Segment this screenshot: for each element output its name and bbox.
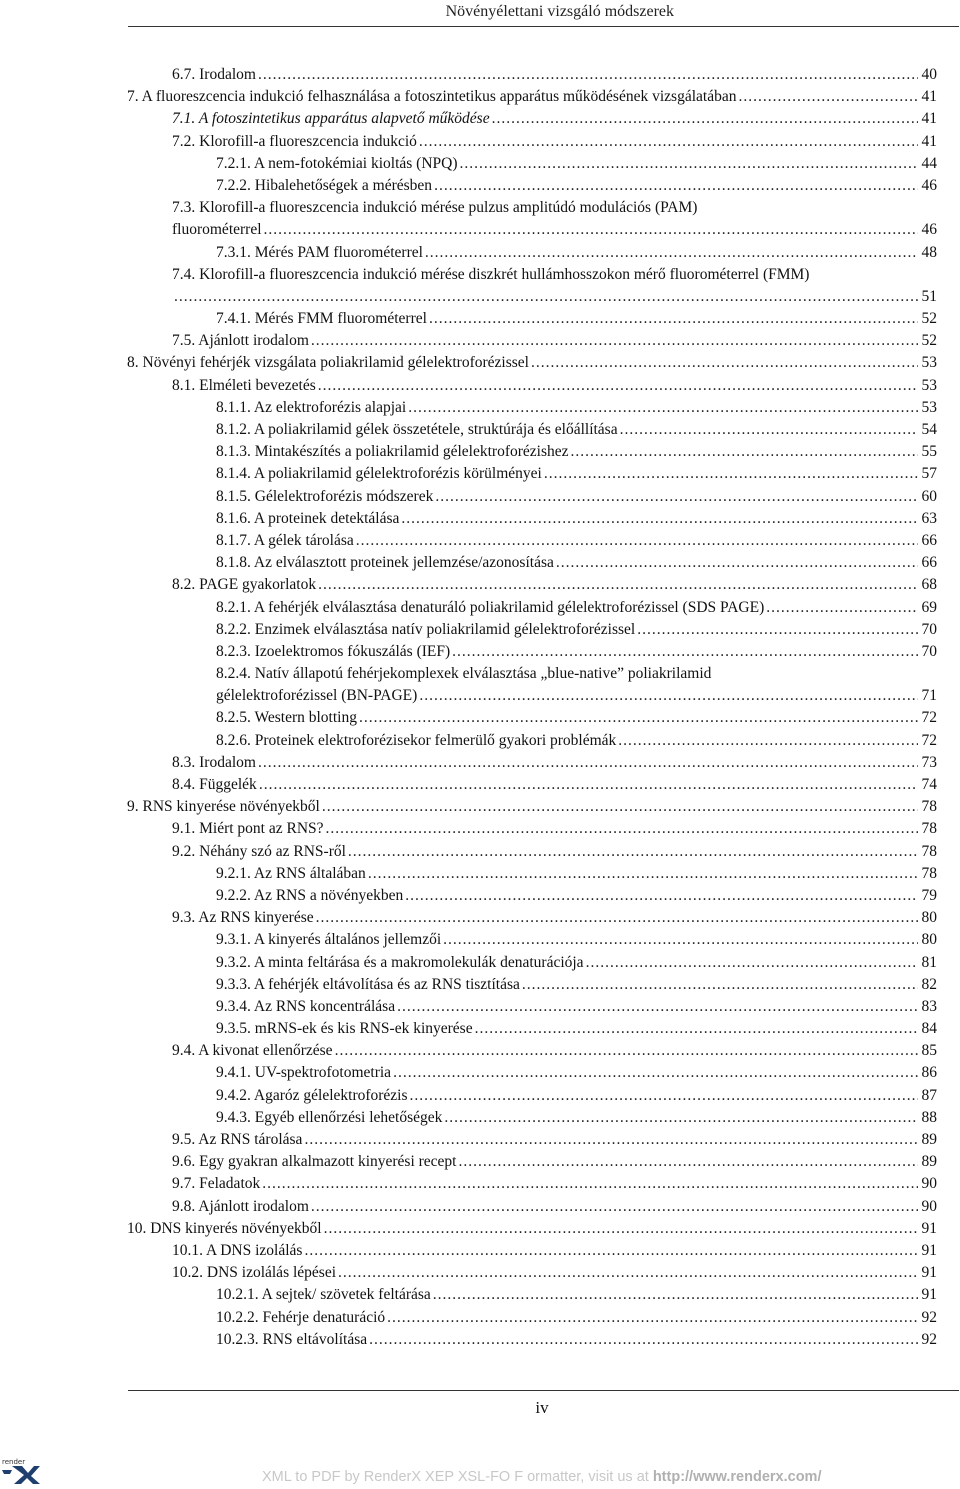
toc-entry[interactable] — [0, 397, 960, 419]
toc-entry[interactable] — [0, 463, 960, 485]
toc-leader-dots — [434, 175, 918, 197]
toc-entry-page: 78 — [921, 842, 937, 860]
toc-leader-dots — [408, 397, 918, 419]
toc-entry-title: 8.2.5. Western blotting — [216, 709, 357, 727]
toc-entry-line — [216, 153, 937, 175]
toc-entry[interactable] — [0, 530, 960, 552]
toc-entry-page: 84 — [921, 1020, 937, 1038]
toc-entry-page: 53 — [921, 354, 937, 372]
toc-entry-page: 44 — [921, 154, 937, 172]
toc-leader-dots — [338, 1262, 918, 1284]
watermark-link[interactable]: http://www.renderx.com/ — [652, 1469, 822, 1485]
toc-entry-page: 41 — [921, 110, 937, 128]
toc-entry-line — [172, 375, 937, 397]
toc-leader-dots — [738, 86, 918, 108]
toc-entry-line — [172, 818, 937, 840]
toc-leader-dots — [429, 308, 918, 330]
toc-entry-title: 9.3.3. A fehérjék eltávolítása és az RNS tisztítása — [216, 975, 520, 993]
toc-leader-dots — [304, 1129, 918, 1151]
toc-entry[interactable] — [0, 330, 960, 352]
toc-entry[interactable] — [0, 1284, 960, 1306]
toc-entry-title: 8.2.6. Proteinek elektroforézisekor felmerülő gyakori problémák — [216, 731, 617, 749]
toc-entry-line — [216, 685, 937, 707]
toc-entry-page: 82 — [921, 975, 937, 993]
toc-entry-page: 53 — [921, 398, 937, 416]
toc-entry-line — [172, 907, 937, 929]
toc-entry[interactable] — [0, 1218, 960, 1240]
toc-entry-line — [172, 752, 937, 774]
toc-entry-line — [172, 131, 937, 153]
toc-entry-line — [172, 286, 937, 308]
toc-entry-title: 8.1.8. Az elválasztott proteinek jellemzése/azonosítása — [216, 554, 554, 572]
toc-entry[interactable] — [0, 1307, 960, 1329]
toc-entry-page: 92 — [921, 1330, 937, 1348]
toc-entry-title: 8.1.2. A poliakrilamid gélek összetétele, struktúrája és előállítása — [216, 421, 618, 439]
toc-entry-page: 70 — [921, 642, 937, 660]
toc-entry[interactable] — [0, 419, 960, 441]
toc-entry[interactable] — [0, 264, 960, 308]
toc-entry-title: 9.3.5. mRNS-ek és kis RNS-ek kinyerése — [216, 1020, 473, 1038]
toc-entry-line — [216, 463, 937, 485]
toc-entry-title: 9.2.1. Az RNS általában — [216, 864, 366, 882]
toc-entry-title: 8.1.7. A gélek tárolása — [216, 531, 354, 549]
toc-leader-dots — [419, 685, 918, 707]
footer-rule — [128, 1390, 959, 1391]
toc-entry-page: 41 — [921, 88, 937, 106]
toc-entry-title: 7.2. Klorofill-a fluoreszcencia indukció — [172, 132, 417, 150]
toc-entry-line — [216, 486, 937, 508]
toc-entry-line — [127, 1218, 937, 1240]
toc-entry[interactable] — [0, 952, 960, 974]
toc-entry[interactable] — [0, 153, 960, 175]
toc-entry[interactable] — [0, 486, 960, 508]
toc-entry-page: 86 — [921, 1064, 937, 1082]
toc-leader-dots — [397, 996, 918, 1018]
toc-leader-dots — [264, 219, 918, 241]
toc-entry-title: 8.2.1. A fehérjék elválasztása denaturáló poliakrilamid gélelektroforézissel (SDS PAGE) — [216, 598, 765, 616]
toc-entry-line — [216, 996, 937, 1018]
toc-entry-page: 78 — [921, 820, 937, 838]
toc-entry[interactable] — [0, 929, 960, 951]
toc-entry[interactable] — [0, 730, 960, 752]
toc-entry-line — [216, 1307, 937, 1329]
toc-entry[interactable] — [0, 663, 960, 707]
toc-entry-line — [216, 641, 937, 663]
toc-entry-title: 7.4.1. Mérés FMM fluorométerrel — [216, 310, 427, 328]
toc-entry-line — [172, 1262, 937, 1284]
toc-entry-title: 9. RNS kinyerése növényekből — [127, 798, 320, 816]
toc-entry-title: 9.2.2. Az RNS a növényekben — [216, 886, 404, 904]
toc-leader-dots — [356, 530, 918, 552]
toc-entry-title-line1: 8.2.4. Natív állapotú fehérjekomplexek elválasztása „blue-native” poliakrilamid — [216, 665, 712, 683]
toc-leader-dots — [531, 352, 918, 374]
toc-entry-page: 55 — [921, 443, 937, 461]
toc-entry-line — [216, 730, 937, 752]
toc-entry-title: 9.3.1. A kinyerés általános jellemzői — [216, 931, 442, 949]
toc-entry-title: 8.1.4. A poliakrilamid gélelektroforézis körülményei — [216, 465, 542, 483]
toc-leader-dots — [459, 1151, 919, 1173]
toc-entry-line — [216, 597, 937, 619]
toc-entry-page: 71 — [921, 687, 937, 705]
toc-leader-dots — [322, 796, 918, 818]
toc-entry-title: 8.2.2. Enzimek elválasztása natív poliakrilamid gélelektroforézissel — [216, 620, 636, 638]
toc-leader-dots — [369, 1329, 918, 1351]
toc-entry-line — [216, 242, 937, 264]
toc-entry-page: 92 — [921, 1308, 937, 1326]
toc-entry-line — [127, 352, 937, 374]
toc-entry[interactable] — [0, 885, 960, 907]
toc-entry[interactable] — [0, 175, 960, 197]
toc-entry[interactable] — [0, 818, 960, 840]
toc-entry[interactable] — [0, 752, 960, 774]
toc-entry[interactable] — [0, 552, 960, 574]
toc-leader-dots — [311, 330, 918, 352]
toc-entry-line — [172, 1173, 937, 1195]
toc-entry-page: 66 — [921, 554, 937, 572]
toc-leader-dots — [452, 641, 918, 663]
toc-entry-line — [172, 574, 937, 596]
toc-entry[interactable] — [0, 308, 960, 330]
toc-entry-line — [216, 419, 937, 441]
toc-entry-line — [172, 330, 937, 352]
toc-entry-page: 85 — [921, 1042, 937, 1060]
toc-entry[interactable] — [0, 619, 960, 641]
toc-leader-dots — [262, 1173, 918, 1195]
toc-entry-page: 80 — [921, 931, 937, 949]
toc-entry[interactable] — [0, 131, 960, 153]
toc-entry-title: 8.1.6. A proteinek detektálása — [216, 509, 400, 527]
toc-entry-page: 68 — [921, 576, 937, 594]
toc-leader-dots — [387, 1307, 918, 1329]
toc-leader-dots — [368, 863, 918, 885]
toc-leader-dots — [259, 774, 918, 796]
toc-entry[interactable] — [0, 1129, 960, 1151]
toc-leader-dots — [766, 597, 918, 619]
toc-entry-title: gélelektroforézissel (BN-PAGE) — [216, 687, 418, 705]
toc-entry-title: 9.8. Ajánlott irodalom — [172, 1197, 309, 1215]
toc-entry-page: 46 — [921, 176, 937, 194]
toc-entry-title: 9.4.3. Egyéb ellenőrzési lehetőségek — [216, 1108, 443, 1126]
toc-entry-title: 7.3.1. Mérés PAM fluorométerrel — [216, 243, 423, 261]
toc-entry-page: 52 — [921, 332, 937, 350]
toc-entry-title: 9.4.2. Agaróz gélelektroforézis — [216, 1086, 408, 1104]
toc-leader-dots — [304, 1240, 918, 1262]
toc-entry-line — [216, 885, 937, 907]
toc-leader-dots — [492, 108, 918, 130]
toc-entry-line — [172, 1040, 937, 1062]
toc-leader-dots — [258, 64, 918, 86]
toc-entry-line — [172, 1151, 937, 1173]
toc-entry-title: 8.1.3. Mintakészítés a poliakrilamid gélelektroforézishez — [216, 443, 569, 461]
renderx-logo — [0, 1458, 40, 1484]
toc-entry[interactable] — [0, 375, 960, 397]
toc-entry[interactable] — [0, 863, 960, 885]
toc-entry[interactable] — [0, 841, 960, 863]
toc-leader-dots — [258, 752, 918, 774]
toc-entry-page: 73 — [921, 753, 937, 771]
toc-entry-title: 7.1. A fotoszintetikus apparátus alapvető működése — [172, 110, 490, 128]
toc-entry-page: 90 — [921, 1197, 937, 1215]
toc-entry-line — [216, 175, 937, 197]
toc-entry-title: fluorométerrel — [172, 221, 262, 239]
toc-entry-title: 10.2.3. RNS eltávolítása — [216, 1330, 368, 1348]
toc-entry-page: 91 — [921, 1264, 937, 1282]
toc-leader-dots — [401, 508, 918, 530]
toc-entry-line — [216, 863, 937, 885]
renderx-watermark — [262, 1468, 821, 1486]
toc-entry-page: 66 — [921, 531, 937, 549]
toc-entry-line — [216, 974, 937, 996]
toc-entry[interactable] — [0, 774, 960, 796]
toc-entry[interactable] — [0, 1196, 960, 1218]
toc-entry-title: 8.1.1. Az elektroforézis alapjai — [216, 398, 407, 416]
toc-entry-line — [216, 619, 937, 641]
toc-leader-dots — [425, 242, 918, 264]
toc-entry-page: 83 — [921, 997, 937, 1015]
toc-entry-title: 9.7. Feladatok — [172, 1175, 261, 1193]
toc-entry-page: 48 — [921, 243, 937, 261]
toc-entry-page: 91 — [921, 1286, 937, 1304]
toc-entry-page: 91 — [921, 1219, 937, 1237]
toc-entry-title: 8.4. Függelék — [172, 776, 257, 794]
toc-entry-line — [172, 108, 937, 130]
toc-entry[interactable] — [0, 996, 960, 1018]
toc-entry-line — [172, 64, 937, 86]
toc-leader-dots — [460, 153, 918, 175]
toc-leader-dots — [475, 1018, 918, 1040]
toc-entry-line — [127, 86, 937, 108]
toc-entry-page: 91 — [921, 1241, 937, 1259]
header-rule — [128, 26, 959, 27]
toc-entry-page: 88 — [921, 1108, 937, 1126]
renderx-logo-word: render — [2, 1458, 26, 1466]
toc-entry-title: 8.1. Elméleti bevezetés — [172, 376, 316, 394]
toc-entry-line — [216, 952, 937, 974]
toc-entry[interactable] — [0, 1062, 960, 1084]
toc-leader-dots — [405, 885, 918, 907]
toc-entry-line — [216, 1085, 937, 1107]
toc-entry-line — [216, 552, 937, 574]
toc-leader-dots — [435, 486, 918, 508]
toc-entry-line — [216, 1329, 937, 1351]
toc-leader-dots — [444, 1107, 918, 1129]
toc-entry[interactable] — [0, 1085, 960, 1107]
toc-entry-page: 81 — [921, 953, 937, 971]
toc-entry-line — [216, 441, 937, 463]
toc-leader-dots — [618, 730, 918, 752]
toc-entry-page: 63 — [921, 509, 937, 527]
toc-entry-page: 80 — [921, 909, 937, 927]
toc-entry[interactable] — [0, 707, 960, 729]
toc-entry-page: 89 — [921, 1153, 937, 1171]
toc-entry-title: 10. DNS kinyerés növényekből — [127, 1219, 322, 1237]
toc-entry-line — [216, 707, 937, 729]
toc-entry-line — [172, 1129, 937, 1151]
toc-entry-title-line1: 7.3. Klorofill-a fluoreszcencia indukció mérése pulzus amplitúdó modulációs (PAM) — [172, 199, 698, 217]
toc-leader-dots — [326, 818, 918, 840]
toc-entry-title: 8. Növényi fehérjék vizsgálata poliakrilamid gélelektroforézissel — [127, 354, 529, 372]
toc-entry-line — [216, 929, 937, 951]
toc-entry-title: 8.3. Irodalom — [172, 753, 256, 771]
toc-entry-page: 87 — [921, 1086, 937, 1104]
toc-entry-line — [216, 1062, 937, 1084]
toc-entry-title: 8.1.5. Gélelektroforézis módszerek — [216, 487, 434, 505]
toc-entry-page: 79 — [921, 886, 937, 904]
toc-entry[interactable] — [0, 1018, 960, 1040]
toc-entry-line — [172, 841, 937, 863]
toc-entry[interactable] — [0, 597, 960, 619]
toc-entry-line — [172, 219, 937, 241]
toc-leader-dots — [318, 574, 918, 596]
toc-entry-title: 6.7. Irodalom — [172, 66, 256, 83]
toc-entry-line — [216, 1284, 937, 1306]
toc-entry-page: 46 — [921, 221, 937, 239]
toc-entry-line — [172, 1240, 937, 1262]
toc-entry-page: 57 — [921, 465, 937, 483]
toc-entry-title: 9.4.1. UV-spektrofotometria — [216, 1064, 392, 1082]
toc-leader-dots — [335, 1040, 918, 1062]
toc-entry[interactable] — [0, 1262, 960, 1284]
toc-leader-dots — [359, 707, 918, 729]
toc-entry[interactable] — [0, 1040, 960, 1062]
toc-entry-line — [216, 530, 937, 552]
toc-leader-dots — [174, 286, 918, 308]
toc-entry-page: 69 — [921, 598, 937, 616]
toc-entry-page: 70 — [921, 620, 937, 638]
toc-entry[interactable] — [0, 352, 960, 374]
toc-entry-page: 89 — [921, 1131, 937, 1149]
toc-entry-page: 78 — [921, 798, 937, 816]
toc-leader-dots — [311, 1196, 918, 1218]
toc-entry-page: 78 — [921, 864, 937, 882]
toc-entry-line — [172, 774, 937, 796]
running-header-title: Növényélettani vizsgáló módszerek — [445, 3, 674, 20]
toc-leader-dots — [419, 131, 918, 153]
page-number: iv — [535, 1398, 549, 1417]
toc-entry-title: 9.3. Az RNS kinyerése — [172, 909, 314, 927]
toc-entry-line — [216, 508, 937, 530]
toc-entry-page: 41 — [921, 132, 937, 150]
toc-entry[interactable] — [0, 641, 960, 663]
toc-leader-dots — [586, 952, 918, 974]
toc-entry-line — [216, 397, 937, 419]
toc-entry-title: 9.5. Az RNS tárolása — [172, 1131, 303, 1149]
toc-entry-title: 9.1. Miért pont az RNS? — [172, 820, 324, 838]
toc-entry[interactable] — [0, 1151, 960, 1173]
toc-leader-dots — [324, 1218, 918, 1240]
toc-entry-title: 7.5. Ajánlott irodalom — [172, 332, 309, 350]
toc-entry[interactable] — [0, 441, 960, 463]
toc-entry-title: 10.2.2. Fehérje denaturáció — [216, 1308, 386, 1326]
toc-leader-dots — [393, 1062, 918, 1084]
toc-entry-page: 60 — [921, 487, 937, 505]
toc-entry-line — [127, 796, 937, 818]
toc-entry-title: 10.2. DNS izolálás lépései — [172, 1264, 337, 1282]
toc-entry[interactable] — [0, 64, 960, 86]
toc-entry-page: 74 — [921, 776, 937, 794]
toc-entry[interactable] — [0, 1107, 960, 1129]
toc-leader-dots — [620, 419, 918, 441]
toc-leader-dots — [433, 1284, 918, 1306]
toc-leader-dots — [571, 441, 918, 463]
toc-entry-page: 90 — [921, 1175, 937, 1193]
toc-entry[interactable] — [0, 974, 960, 996]
toc-entry-title: 9.3.2. A minta feltárása és a makromolekulák denaturációja — [216, 953, 584, 971]
toc-entry-title: 8.2. PAGE gyakorlatok — [172, 576, 317, 594]
toc-entry-title: 7. A fluoreszcencia indukció felhasználása a fotoszintetikus apparátus működésének vizsgálatában — [127, 88, 737, 106]
toc-entry-title: 9.3.4. Az RNS koncentrálása — [216, 997, 396, 1015]
toc-entry[interactable] — [0, 86, 960, 108]
toc-entry-title: 9.4. A kivonat ellenőrzése — [172, 1042, 333, 1060]
toc-entry-page: 72 — [921, 709, 937, 727]
toc-entry-page: 54 — [921, 421, 937, 439]
toc-entry[interactable] — [0, 1173, 960, 1195]
watermark-text: XML to PDF by RenderX XEP XSL-FO F ormatter, visit us at — [262, 1469, 653, 1485]
toc-entry-page: 72 — [921, 731, 937, 749]
toc-entry[interactable] — [0, 242, 960, 264]
toc-leader-dots — [556, 552, 918, 574]
toc-entry-line — [172, 1196, 937, 1218]
toc-entry[interactable] — [0, 574, 960, 596]
table-of-contents — [0, 64, 960, 1351]
toc-entry[interactable] — [0, 197, 960, 241]
toc-entry-title: 10.1. A DNS izolálás — [172, 1241, 303, 1259]
toc-entry-title: 7.2.2. Hibalehetőségek a mérésben — [216, 176, 433, 194]
toc-entry-title: 7.2.1. A nem-fotokémiai kioltás (NPQ) — [216, 154, 458, 172]
toc-entry-page: 52 — [921, 310, 937, 328]
toc-leader-dots — [316, 907, 918, 929]
toc-entry[interactable] — [0, 108, 960, 130]
toc-leader-dots — [410, 1085, 918, 1107]
toc-entry-title: 8.2.3. Izoelektromos fókuszálás (IEF) — [216, 642, 451, 660]
toc-entry-title: 9.6. Egy gyakran alkalmazott kinyerési recept — [172, 1153, 457, 1171]
toc-entry-page: 53 — [921, 376, 937, 394]
toc-entry-title: 9.2. Néhány szó az RNS-ről — [172, 842, 346, 860]
toc-entry-title: 10.2.1. A sejtek/ szövetek feltárása — [216, 1286, 431, 1304]
toc-entry-title-line1: 7.4. Klorofill-a fluoreszcencia indukció mérése diszkrét hullámhosszokon mérő fluorométerrel (FMM) — [172, 265, 810, 283]
toc-entry-line — [216, 1107, 937, 1129]
toc-entry-page: 51 — [921, 287, 937, 305]
toc-leader-dots — [522, 974, 918, 996]
toc-leader-dots — [544, 463, 918, 485]
toc-leader-dots — [443, 929, 918, 951]
toc-leader-dots — [348, 841, 918, 863]
toc-leader-dots — [318, 375, 918, 397]
toc-entry-page: 40 — [921, 66, 937, 83]
toc-entry[interactable] — [0, 796, 960, 818]
toc-entry[interactable] — [0, 907, 960, 929]
toc-entry-line — [216, 308, 937, 330]
toc-entry[interactable] — [0, 1240, 960, 1262]
toc-entry[interactable] — [0, 508, 960, 530]
toc-leader-dots — [637, 619, 918, 641]
toc-entry[interactable] — [0, 1329, 960, 1351]
toc-entry-line — [216, 1018, 937, 1040]
